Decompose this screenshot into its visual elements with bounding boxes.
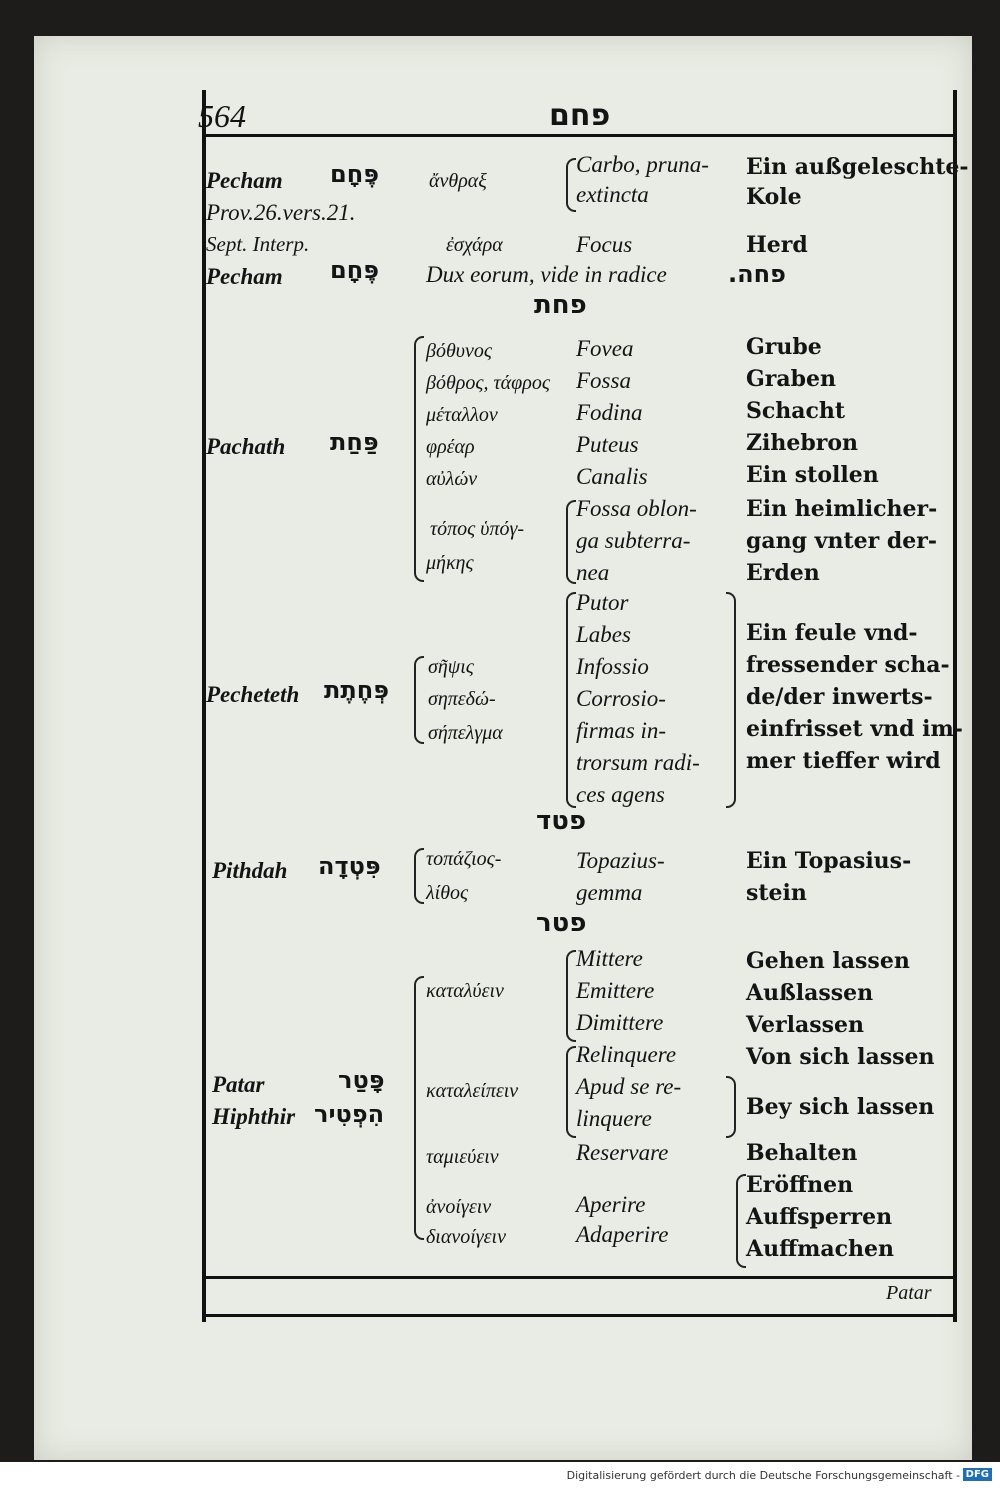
- headword-patar: Patar: [212, 1072, 265, 1097]
- headword-pecheteth: Pecheteth: [206, 682, 300, 707]
- german-line: Ein außgeleschte-: [746, 154, 969, 180]
- cross-reference: Dux eorum, vide in radice: [426, 262, 667, 287]
- book-page: [34, 36, 972, 1460]
- greek-line: ταμιεύειν: [426, 1146, 499, 1168]
- german-line: Kole: [746, 184, 802, 210]
- brace: [566, 500, 576, 584]
- german-line: Außlassen: [746, 980, 874, 1006]
- german-line: Eröffnen: [746, 1172, 854, 1198]
- german-line: gang vnter der-: [746, 528, 937, 554]
- greek-line: φρέαρ: [426, 436, 475, 458]
- brace: [726, 1076, 736, 1138]
- latin-line: Fovea: [576, 336, 634, 361]
- greek-line: αὐλών: [426, 468, 478, 490]
- greek-line: καταλύειν: [426, 980, 504, 1002]
- german-line: Behalten: [746, 1140, 858, 1166]
- brace: [736, 1174, 746, 1268]
- brace: [414, 976, 424, 1240]
- brace: [414, 848, 424, 904]
- german-herd: Herd: [746, 232, 808, 258]
- german-line: Schacht: [746, 398, 846, 424]
- hebrew-hiphthir: הִפְטִיר: [314, 1100, 385, 1128]
- latin-line: Corrosio-: [576, 686, 666, 711]
- greek-line: τοπάζιος-: [426, 848, 502, 870]
- header-rule: [202, 134, 957, 137]
- latin-line: linquere: [576, 1106, 652, 1131]
- german-line: Ein stollen: [746, 462, 879, 488]
- latin-line: Fodina: [576, 400, 643, 425]
- latin-focus: Focus: [576, 232, 633, 257]
- brace: [414, 656, 424, 744]
- german-line: Ein feule vnd-: [746, 620, 918, 646]
- latin-line: trorsum radi-: [576, 750, 700, 775]
- headword-hiphthir: Hiphthir: [212, 1104, 296, 1129]
- german-line: Gehen lassen: [746, 948, 910, 974]
- german-line: stein: [746, 880, 807, 906]
- latin-line: Apud se re-: [576, 1074, 682, 1099]
- bottom-rule-outer: [202, 1314, 957, 1317]
- german-line: mer tieffer wird: [746, 748, 941, 774]
- greek-line: σήπελγμα: [428, 722, 503, 744]
- footer-credit: Digitalisierung gefördert durch die Deutsche Forschungsgemeinschaft -: [566, 1469, 960, 1482]
- greek-line: βόθυνος: [426, 340, 492, 362]
- page-number: 564: [198, 98, 246, 134]
- latin-line: Carbo, pruna-: [576, 152, 709, 177]
- section-head-pitdah: פטד: [536, 806, 587, 836]
- brace: [566, 592, 576, 808]
- header-hebrew: פחם: [549, 98, 611, 133]
- latin-line: Mittere: [576, 946, 643, 971]
- greek-line: μήκης: [426, 552, 474, 574]
- bottom-rule: [202, 1276, 957, 1279]
- hebrew-pachath: פַּחַת: [330, 428, 379, 456]
- brace: [566, 950, 576, 1042]
- latin-line: Dimittere: [576, 1010, 664, 1035]
- latin-line: Aperire: [576, 1192, 646, 1217]
- section-head-pachath: פחת: [534, 290, 587, 320]
- hebrew-pecham-2: פֶּחָם: [330, 256, 379, 284]
- catchword: Patar: [886, 1282, 932, 1304]
- latin-line: gemma: [576, 880, 643, 905]
- greek-line: μέταλλον: [426, 404, 498, 426]
- german-line: Zihebron: [746, 430, 859, 456]
- brace: [414, 336, 424, 582]
- sept-label: Sept. Interp.: [206, 232, 310, 256]
- latin-line: firmas in-: [576, 718, 667, 743]
- latin-line: Relinquere: [576, 1042, 677, 1067]
- latin-line: Topazius-: [576, 848, 665, 873]
- brace: [726, 592, 736, 808]
- hebrew-pecham: פֶּחָם: [330, 160, 379, 188]
- latin-line: ga subterra-: [576, 528, 691, 553]
- german-line: Grube: [746, 334, 822, 360]
- greek-line: σηπεδώ-: [428, 688, 496, 710]
- german-line: Graben: [746, 366, 837, 392]
- hebrew-patar: פָּטַר: [338, 1066, 385, 1094]
- latin-line: Putor: [576, 590, 629, 615]
- greek-line: σῆψις: [428, 656, 474, 678]
- german-line: de/der inwerts-: [746, 684, 933, 710]
- greek-anthrax: ἄνθραξ: [429, 170, 487, 192]
- latin-line: Labes: [576, 622, 631, 647]
- hebrew-pecheteth: פְּחֶתֶת: [324, 676, 390, 704]
- latin-line: Adaperire: [576, 1222, 669, 1247]
- latin-line: Fossa: [576, 368, 631, 393]
- german-line: Ein Topasius-: [746, 848, 912, 874]
- latin-line: Fossa oblon-: [576, 496, 697, 521]
- german-line: Auffsperren: [746, 1204, 893, 1230]
- german-line: Erden: [746, 560, 820, 586]
- hebrew-pithdah: פִּטְדָה: [318, 852, 381, 880]
- latin-line: Infossio: [576, 654, 649, 679]
- greek-eschara: ἐσχάρα: [446, 234, 503, 256]
- german-line: einfrisset vnd im-: [746, 716, 963, 742]
- latin-line: Canalis: [576, 464, 648, 489]
- greek-line: ἀνοίγειν: [426, 1196, 492, 1218]
- german-line: Verlassen: [746, 1012, 865, 1038]
- footer-bar: [0, 1462, 1000, 1492]
- latin-line: Puteus: [576, 432, 639, 457]
- headword-pecham-2: Pecham: [206, 264, 283, 289]
- german-line: Auffmachen: [746, 1236, 895, 1262]
- brace: [566, 1046, 576, 1138]
- dfg-logo: DFG: [963, 1468, 992, 1481]
- latin-line: Reservare: [576, 1140, 669, 1165]
- headword-pachath: Pachath: [206, 434, 286, 459]
- section-head-patar: פטר: [536, 908, 587, 938]
- latin-line: nea: [576, 560, 610, 585]
- german-line: Von sich lassen: [746, 1044, 935, 1070]
- latin-line: Emittere: [576, 978, 655, 1003]
- greek-line: βόθρος, τάφρος: [426, 372, 550, 394]
- latin-line: extincta: [576, 182, 649, 207]
- german-line: Bey sich lassen: [746, 1094, 935, 1120]
- latin-line: ces agens: [576, 782, 665, 807]
- greek-line: τόπος ὑπόγ-: [430, 518, 525, 540]
- reference: Prov.26.vers.21.: [206, 200, 356, 225]
- german-line: fressender scha-: [746, 652, 950, 678]
- german-line: Ein heimlicher-: [746, 496, 938, 522]
- headword-pithdah: Pithdah: [212, 858, 288, 883]
- greek-line: καταλείπειν: [426, 1080, 519, 1102]
- greek-line: διανοίγειν: [426, 1226, 506, 1248]
- greek-line: λίθος: [426, 882, 469, 904]
- hebrew-root: פחה.: [728, 260, 786, 288]
- headword-pecham: Pecham: [206, 168, 283, 193]
- brace: [566, 158, 576, 212]
